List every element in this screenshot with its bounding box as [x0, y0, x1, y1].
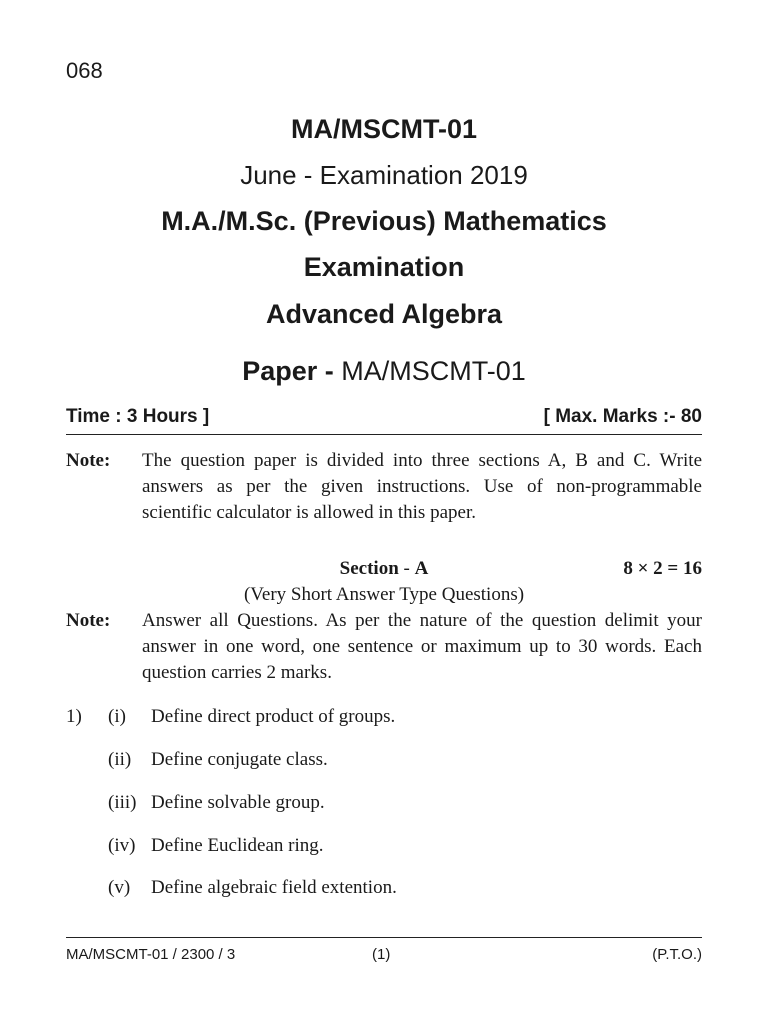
sub-question-number: (i): [108, 706, 126, 727]
sub-question: [108, 749, 328, 771]
section-note-text: Answer all Questions. As per the nature of the question delimit your answer in one word, one sentence or maximum up to 30 words. Each question carries 2 marks.: [142, 610, 702, 683]
sub-question-text: Define Euclidean ring.: [151, 835, 324, 856]
footer-divider: [66, 937, 702, 938]
header-divider: [66, 434, 702, 435]
sub-question: [108, 706, 395, 728]
sub-question-text: Define direct product of groups.: [151, 706, 396, 727]
sub-question-number: (iv): [108, 835, 136, 856]
note-label: Note:: [66, 610, 111, 631]
max-marks: [ Max. Marks :- 80: [543, 406, 702, 427]
sub-question: [108, 792, 325, 814]
examination-title: Examination: [303, 252, 465, 282]
section-word: Section: [339, 558, 404, 579]
sub-question-number: (v): [108, 877, 131, 898]
time-allowed: Time : 3 Hours ]: [66, 406, 210, 427]
sub-question-text: Define conjugate class.: [151, 749, 328, 770]
paper-code: MA/MSCMT-01: [341, 356, 526, 386]
section-dash: -: [403, 558, 415, 579]
footer-page-number: (1): [372, 946, 391, 963]
sub-question-text: Define solvable group.: [151, 792, 325, 813]
exam-session-title: June - Examination 2019: [240, 160, 528, 190]
note-label: Note:: [66, 450, 111, 471]
section-subtitle: (Very Short Answer Type Questions): [243, 584, 525, 605]
section-marks: 8 × 2 = 16: [623, 558, 702, 579]
sub-question: [108, 835, 324, 857]
sub-question-number: (ii): [108, 749, 132, 770]
course-code-title: MA/MSCMT-01: [290, 114, 477, 144]
sub-question-number: (iii): [108, 792, 137, 813]
course-title: M.A./M.Sc. (Previous) Mathematics: [161, 206, 607, 236]
section-letter: A: [414, 558, 429, 579]
page-code: 068: [66, 58, 103, 83]
paper-prefix: Paper -: [242, 356, 342, 386]
paper-title: [0, 356, 768, 387]
subject-title: Advanced Algebra: [265, 299, 503, 329]
footer-paper-code: MA/MSCMT-01 / 2300 / 3: [66, 946, 236, 963]
footer-pto: (P.T.O.): [652, 946, 702, 963]
sub-question: [108, 877, 397, 899]
general-note-text: The question paper is divided into three sections A, B and C. Write answers as per the given instructions. Use of non-programmable scientific calculator is allowed in this paper.: [142, 450, 702, 523]
question-number: 1): [66, 706, 82, 727]
sub-question-text: Define algebraic field extention.: [151, 877, 397, 898]
